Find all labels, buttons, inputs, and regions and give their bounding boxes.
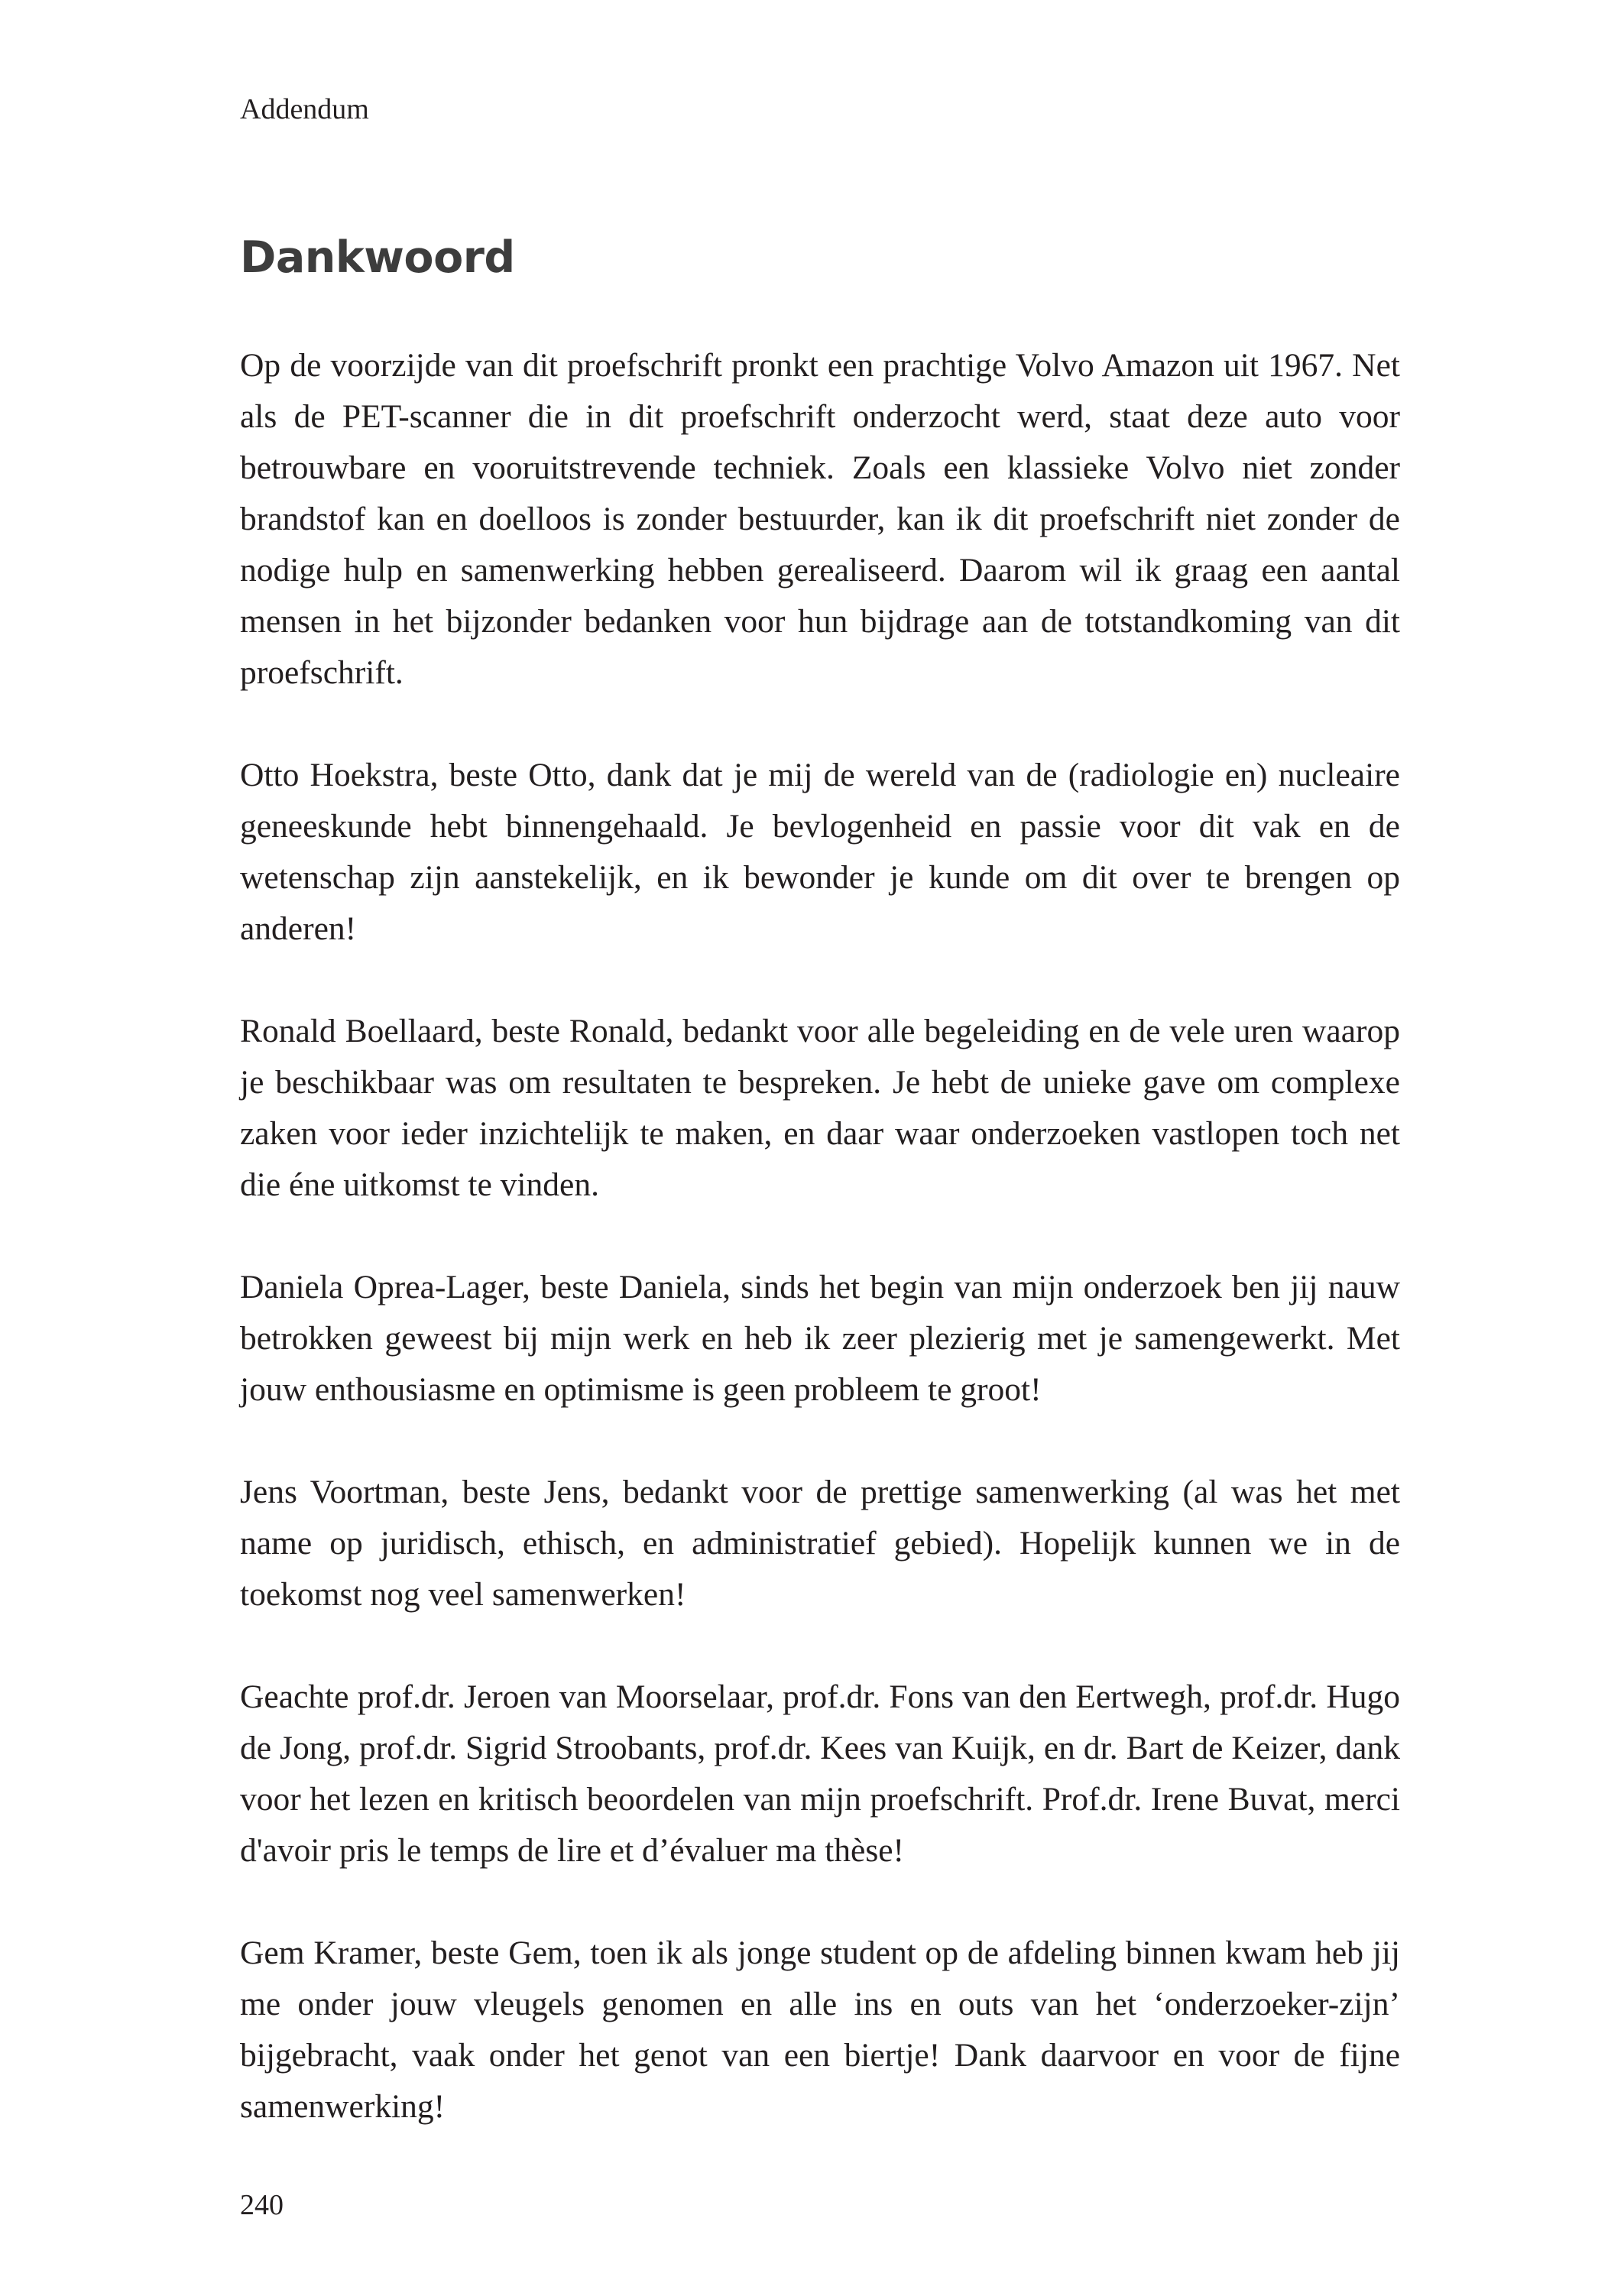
paragraph-committee: Geachte prof.dr. Jeroen van Moorselaar, prof.dr. Fons van den Eertwegh, prof.dr. Hugo de Jong, prof.dr. Sigrid Stroobants, prof.dr. Kees van Kuijk, en dr. Bart de Keizer, dank voor het lezen en kritisch beoordelen van mijn proefschrift. Prof.dr. Irene Buvat, merci d'avoir pris le temps de lire et d’évaluer ma thèse! — [240, 1678, 1400, 1869]
page-title: Dankwoord — [240, 232, 515, 283]
paragraph-jens-voortman: Jens Voortman, beste Jens, bedankt voor de prettige samenwerking (al was het met name op juridisch, ethisch, en administratief gebied). Hopelijk kunnen we in de toekomst nog veel samenwerken! — [240, 1474, 1400, 1613]
paragraph-gem-kramer: Gem Kramer, beste Gem, toen ik als jonge student op de afdeling binnen kwam heb jij me onder jouw vleugels genomen en alle ins en outs van het ‘onderzoeker-zijn’ bijgebracht, vaak onder het genot van een biertje! Dank daarvoor en voor de fijne samenwerking! — [240, 1935, 1400, 2125]
running-header: Addendum — [240, 93, 369, 125]
body-text — [240, 340, 1400, 2184]
paragraph-ronald-boellaard: Ronald Boellaard, beste Ronald, bedankt voor alle begeleiding en de vele uren waarop je beschikbaar was om resultaten te bespreken. Je hebt de unieke gave om complexe zaken voor ieder inzichtelijk te maken, en daar waar onderzoeken vastlopen toch net die éne uitkomst te vinden. — [240, 1013, 1400, 1203]
paragraph-daniela-oprea-lager: Daniela Oprea-Lager, beste Daniela, sinds het begin van mijn onderzoek ben jij nauw betrokken geweest bij mijn werk en heb ik zeer plezierig met je samengewerkt. Met jouw enthousiasme en optimisme is geen probleem te groot! — [240, 1269, 1400, 1408]
paragraph-otto-hoekstra: Otto Hoekstra, beste Otto, dank dat je mij de wereld van de (radiologie en) nucleaire geneeskunde hebt binnengehaald. Je bevlogenheid en passie voor dit vak en de wetenschap zijn aanstekelijk, en ik bewonder je kunde om dit over te brengen op anderen! — [240, 757, 1400, 947]
paragraph-intro: Op de voorzijde van dit proefschrift pronkt een prachtige Volvo Amazon uit 1967. Net als de PET-scanner die in dit proefschrift onderzocht werd, staat deze auto voor betrouwbare en vooruitstrevende techniek. Zoals een klassieke Volvo niet zonder brandstof kan en doelloos is zonder bestuurder, kan ik dit proefschrift niet zonder de nodige hulp en samenwerking hebben gerealiseerd. Daarom wil ik graag een aantal mensen in het bijzonder bedanken voor hun bijdrage aan de totstandkoming van dit proefschrift. — [240, 347, 1400, 691]
page-number: 240 — [240, 2189, 284, 2221]
